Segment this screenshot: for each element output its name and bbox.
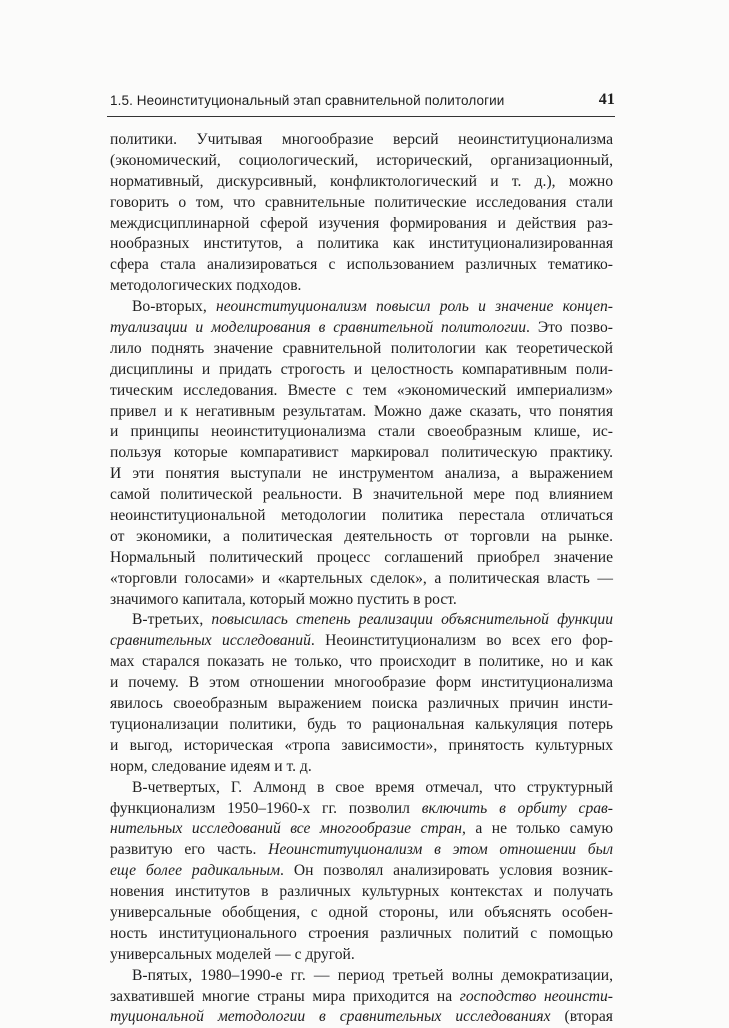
- emphasis: повысилась степень реализации объяснительной функции: [211, 611, 613, 629]
- emphasis: неоинституционализм повысил роль и значение концеп-: [216, 298, 613, 316]
- text-line: тическим исследования. Вместе с тем «экономический империализм»: [110, 381, 613, 399]
- text-line: политики. Учитывая многообразие версий неоинституционализма: [110, 131, 613, 148]
- text-line: туциональной методологии в сравнительных исследованиях (вторая: [110, 1008, 613, 1026]
- text-line: от экономики, а политическая деятельность от торговли на рынке.: [110, 527, 613, 545]
- text-line: привел и к негативным результатам. Можно даже сказать, что понятия: [110, 402, 613, 420]
- paragraph-start: В-третьих, повысилась степень реализации объяснительной функции: [132, 611, 613, 629]
- text-line: самой политической реальности. В значительной мере под влиянием: [110, 486, 613, 504]
- text-line: и почему. В этом отношении многообразие форм институционализма: [110, 674, 613, 692]
- text-line: новения институтов в различных культурных контекстах и получать: [110, 883, 613, 901]
- text-line: туционализации политики, будь то рациональная калькуляция потерь: [110, 715, 613, 733]
- emphasis: еще более радикальным: [110, 862, 281, 880]
- text-line: универсальных моделей — с другой.: [110, 945, 355, 963]
- page-number: 41: [598, 91, 615, 108]
- text-line: явилось своеобразным выражением поиска различных причин инсти-: [110, 695, 613, 713]
- text-line: значимого капитала, который можно пустить в рост.: [110, 590, 457, 608]
- text-line: сравнительных исследований. Неоинституционализм во всех его фор-: [110, 632, 613, 650]
- text-line: междисциплинарной сферой изучения формирования и действия раз-: [110, 214, 613, 232]
- emphasis: господство неоинсти-: [459, 987, 613, 1005]
- text-line: (экономический, социологический, исторический, организационный,: [110, 151, 613, 169]
- paragraph-start: Во-вторых, неоинституционализм повысил роль и значение концеп-: [132, 298, 613, 316]
- text-line: функционализм 1950–1960-х гг. позволил включить в орбиту срав-: [110, 799, 613, 817]
- header-rule: [107, 116, 615, 117]
- text-line: и принципы неоинституционализма стали своеобразным клише, ис-: [110, 423, 613, 441]
- body-text: [110, 130, 613, 1028]
- text-line: норм, следование идеям и т. д.: [110, 757, 312, 775]
- text-line: говорить о том, что сравнительные политические исследования стали: [110, 193, 613, 211]
- text-line: мах старался показать не только, что происходит в политике, но и как: [110, 653, 613, 671]
- text-line: И эти понятия выступали не инструментом анализа, а выражением: [110, 465, 613, 483]
- text-line: туализации и моделирования в сравнительной политологии. Это позво-: [110, 319, 613, 337]
- emphasis: туциональной методологии в сравнительных исследованиях: [110, 1008, 551, 1026]
- text-line: неоинституциональной методологии политика перестала отличаться: [110, 507, 613, 525]
- emphasis: Неоинституционализм в этом отношении был: [268, 841, 613, 859]
- text-line: нообразных институтов, а политика как институционализированная: [110, 235, 613, 253]
- text-line: методологических подходов.: [110, 277, 302, 295]
- text-line: лило поднять значение сравнительной политологии как теоретической: [110, 339, 613, 357]
- emphasis: туализации и моделирования в сравнительной политологии: [110, 319, 526, 337]
- text-line: пользуя которые компаративист маркировал политическую практику.: [110, 444, 613, 462]
- paragraph-start: В-пятых, 1980–1990-е гг. — период третьей волны демократизации,: [132, 966, 613, 984]
- text-line: нительных исследований все многообразие стран, а не только самую: [110, 820, 614, 838]
- text-line: «торговли голосами» и «картельных сделок», а политическая власть —: [110, 569, 613, 587]
- text-line: еще более радикальным. Он позволял анализировать условия возник-: [110, 862, 613, 880]
- emphasis: сравнительных исследований: [110, 632, 311, 650]
- text-line: развитую его часть. Неоинституционализм в этом отношении был: [110, 841, 613, 859]
- text-line: дисциплины и придать строгость и целостность компаративным поли-: [110, 360, 613, 378]
- text-line: универсальные обобщения, с одной стороны, или объяснять особен-: [110, 903, 613, 921]
- text-line: Нормальный политический процесс соглашений приобрел значение: [110, 548, 613, 566]
- text-line: и выгод, историческая «тропа зависимости», принятость культурных: [110, 736, 613, 754]
- emphasis: нительных исследований все многообразие стран: [110, 820, 463, 838]
- emphasis: включить в орбиту срав-: [421, 799, 613, 817]
- text-line: сфера стала анализироваться с использованием различных тематико-: [110, 256, 613, 274]
- text-line: нормативный, дискурсивный, конфликтологический и т. д.), можно: [110, 172, 613, 190]
- paragraph-start: В-четвертых, Г. Алмонд в свое время отмечал, что структурный: [132, 778, 613, 796]
- section-title: 1.5. Неоинституциональный этап сравнительной политологии: [110, 93, 505, 108]
- running-head: [107, 91, 615, 111]
- text-line: захватившей многие страны мира приходится на господство неоинсти-: [110, 987, 613, 1005]
- text-line: ность институционального строения различных политий с помощью: [110, 924, 613, 942]
